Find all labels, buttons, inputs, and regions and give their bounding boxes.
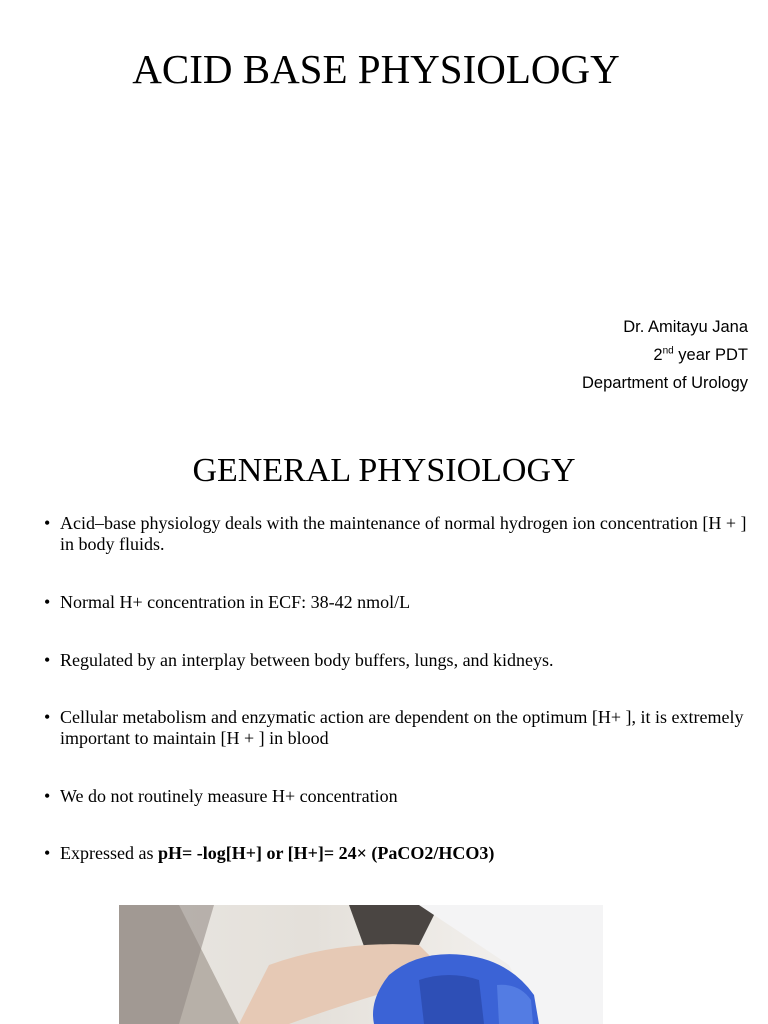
author-block <box>582 313 748 397</box>
slide-title: ACID BASE PHYSIOLOGY <box>132 46 620 92</box>
gloved-hands-blood-sample-photo <box>119 905 603 1024</box>
author-department: Department of Urology <box>582 374 748 392</box>
content-slide <box>0 420 768 1024</box>
bullet-item: • Normal H+ concentration in ECF: 38-42 nmol/L <box>44 592 760 613</box>
formula-prefix: Expressed as <box>60 843 158 863</box>
bullet-item-formula <box>44 843 760 864</box>
author-year-rest: year PDT <box>673 346 748 364</box>
bullet-item: • Regulated by an interplay between body buffers, lungs, and kidneys. <box>44 650 760 671</box>
author-year <box>582 341 748 369</box>
bullet-item: • Acid–base physiology deals with the maintenance of normal hydrogen ion concentration [H + ] in body fluids. <box>44 513 760 555</box>
bullet-item: • We do not routinely measure H+ concentration <box>44 786 760 807</box>
formula-text: pH= -log[H+] or [H+]= 24× (PaCO2/HCO3) <box>157 843 495 863</box>
bullet-item: • Cellular metabolism and enzymatic action are dependent on the optimum [H+ ], it is extremely important to maintain [H + ] in blood <box>44 707 760 749</box>
author-name: Dr. Amitayu Jana <box>623 318 748 336</box>
title-slide <box>0 0 768 420</box>
author-year-suffix: nd <box>662 345 674 357</box>
glove-shadow-shape <box>419 975 484 1024</box>
photo-illustration <box>119 905 603 1024</box>
author-year-number: 2 <box>653 346 663 364</box>
slide-title: GENERAL PHYSIOLOGY <box>192 452 576 489</box>
